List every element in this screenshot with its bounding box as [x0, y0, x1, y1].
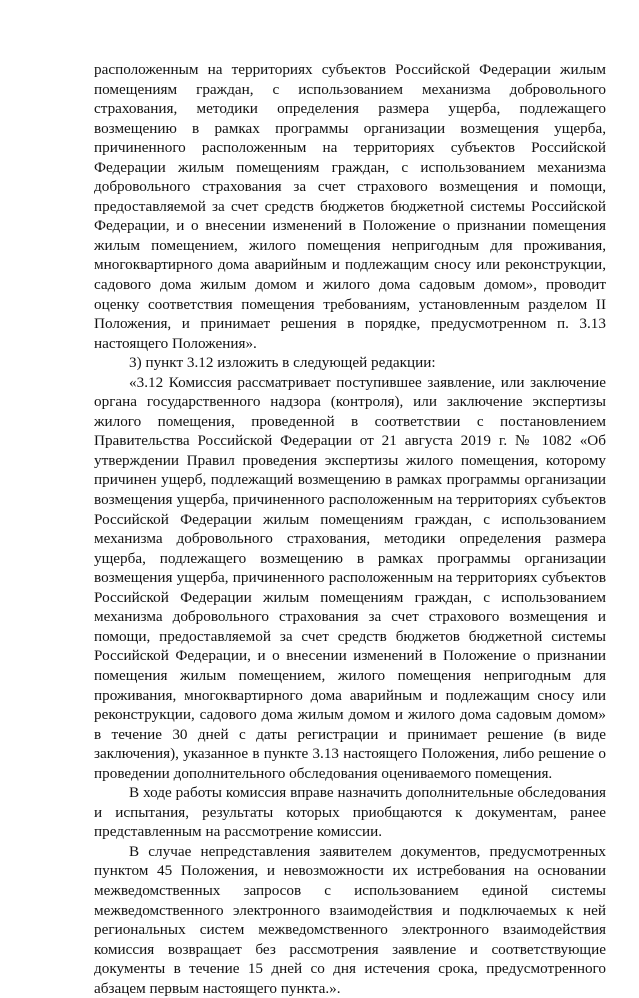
document-page — [94, 60, 606, 998]
paragraph-continued-text: расположенным на территориях субъектов Российской Федерации жилым помещениям граждан, с использованием механизма добровольного страхования, методики определения размера ущерба, подлежащего возмещению в рамках программы организации возмещения ущерба, причиненного расположенным на территориях субъектов Российской Федерации жилым помещениям граждан, с использованием механизма добровольного страхования за счет страхового возмещения и помощи, предоставляемой за счет средств бюджетов бюджетной системы Российской Федерации, и о внесении изменений в Положение о признании помещения жилым помещением, жилого помещения непригодным для проживания, многоквартирного дома аварийным и подлежащим сносу или реконструкции, садового дома жилым домом и жилого дома садовым домом», проводит оценку соответствия помещения требованиям, установленным разделом II Положения, и принимает решения в порядке, предусмотренном п. 3.13 настоящего Положения». — [94, 61, 606, 352]
paragraph-non-submission: В случае непредставления заявителем документов, предусмотренных пунктом 45 Положения, и невозможности их истребования на основании межведомственных запросов с использованием единой системы межведомственного электронного взаимодействия и подключаемых к ней региональных систем межведомственного электронного взаимодействия комиссия возвращает без рассмотрения заявление и соответствующие документы в течение 15 дней со дня истечения срока, предусмотренного абзацем первым настоящего пункта.». — [94, 842, 606, 997]
paragraph-item-3: 3) пункт 3.12 изложить в следующей редакции: — [129, 354, 436, 372]
paragraph-clause-3-12: «3.12 Комиссия рассматривает поступившее заявление, или заключение органа государственного надзора (контроля), или заключение экспертизы жилого помещения, проведенной в соответствии с постановлением Правительства Российской Федерации от 21 августа 2019 г. № 1082 «Об утверждении Правил проведения экспертизы жилого помещения, которому причинен ущерб, подлежащий возмещению в рамках программы организации возмещения ущерба, причиненного расположенным на территориях субъектов Российской Федерации жилым помещениям граждан, с использованием механизма добровольного страхования, методики определения размера ущерба, подлежащего возмещению в рамках программы организации возмещения ущерба, причиненного расположенным на территориях субъектов Российской Федерации жилым помещениям граждан, с использованием механизма добровольного страхования за счет страхового возмещения и помощи, предоставляемой за счет средств бюджетов бюджетной системы Российской Федерации, и о внесении изменений в Положение о признании помещения жилым помещением, жилого помещения непригодным для проживания, многоквартирного дома аварийным и подлежащим сносу или реконструкции, садового дома жилым домом и жилого дома садовым домом» в течение 30 дней с даты регистрации и принимает решение (в виде заключения), указанное в пункте 3.13 настоящего Положения, либо решение о проведении дополнительного обследования оцениваемого помещения. — [94, 373, 606, 782]
paragraph-additional-inspections: В ходе работы комиссия вправе назначить дополнительные обследования и испытания, результаты которых приобщаются к документам, ранее представленным на рассмотрение комиссии. — [94, 784, 606, 841]
